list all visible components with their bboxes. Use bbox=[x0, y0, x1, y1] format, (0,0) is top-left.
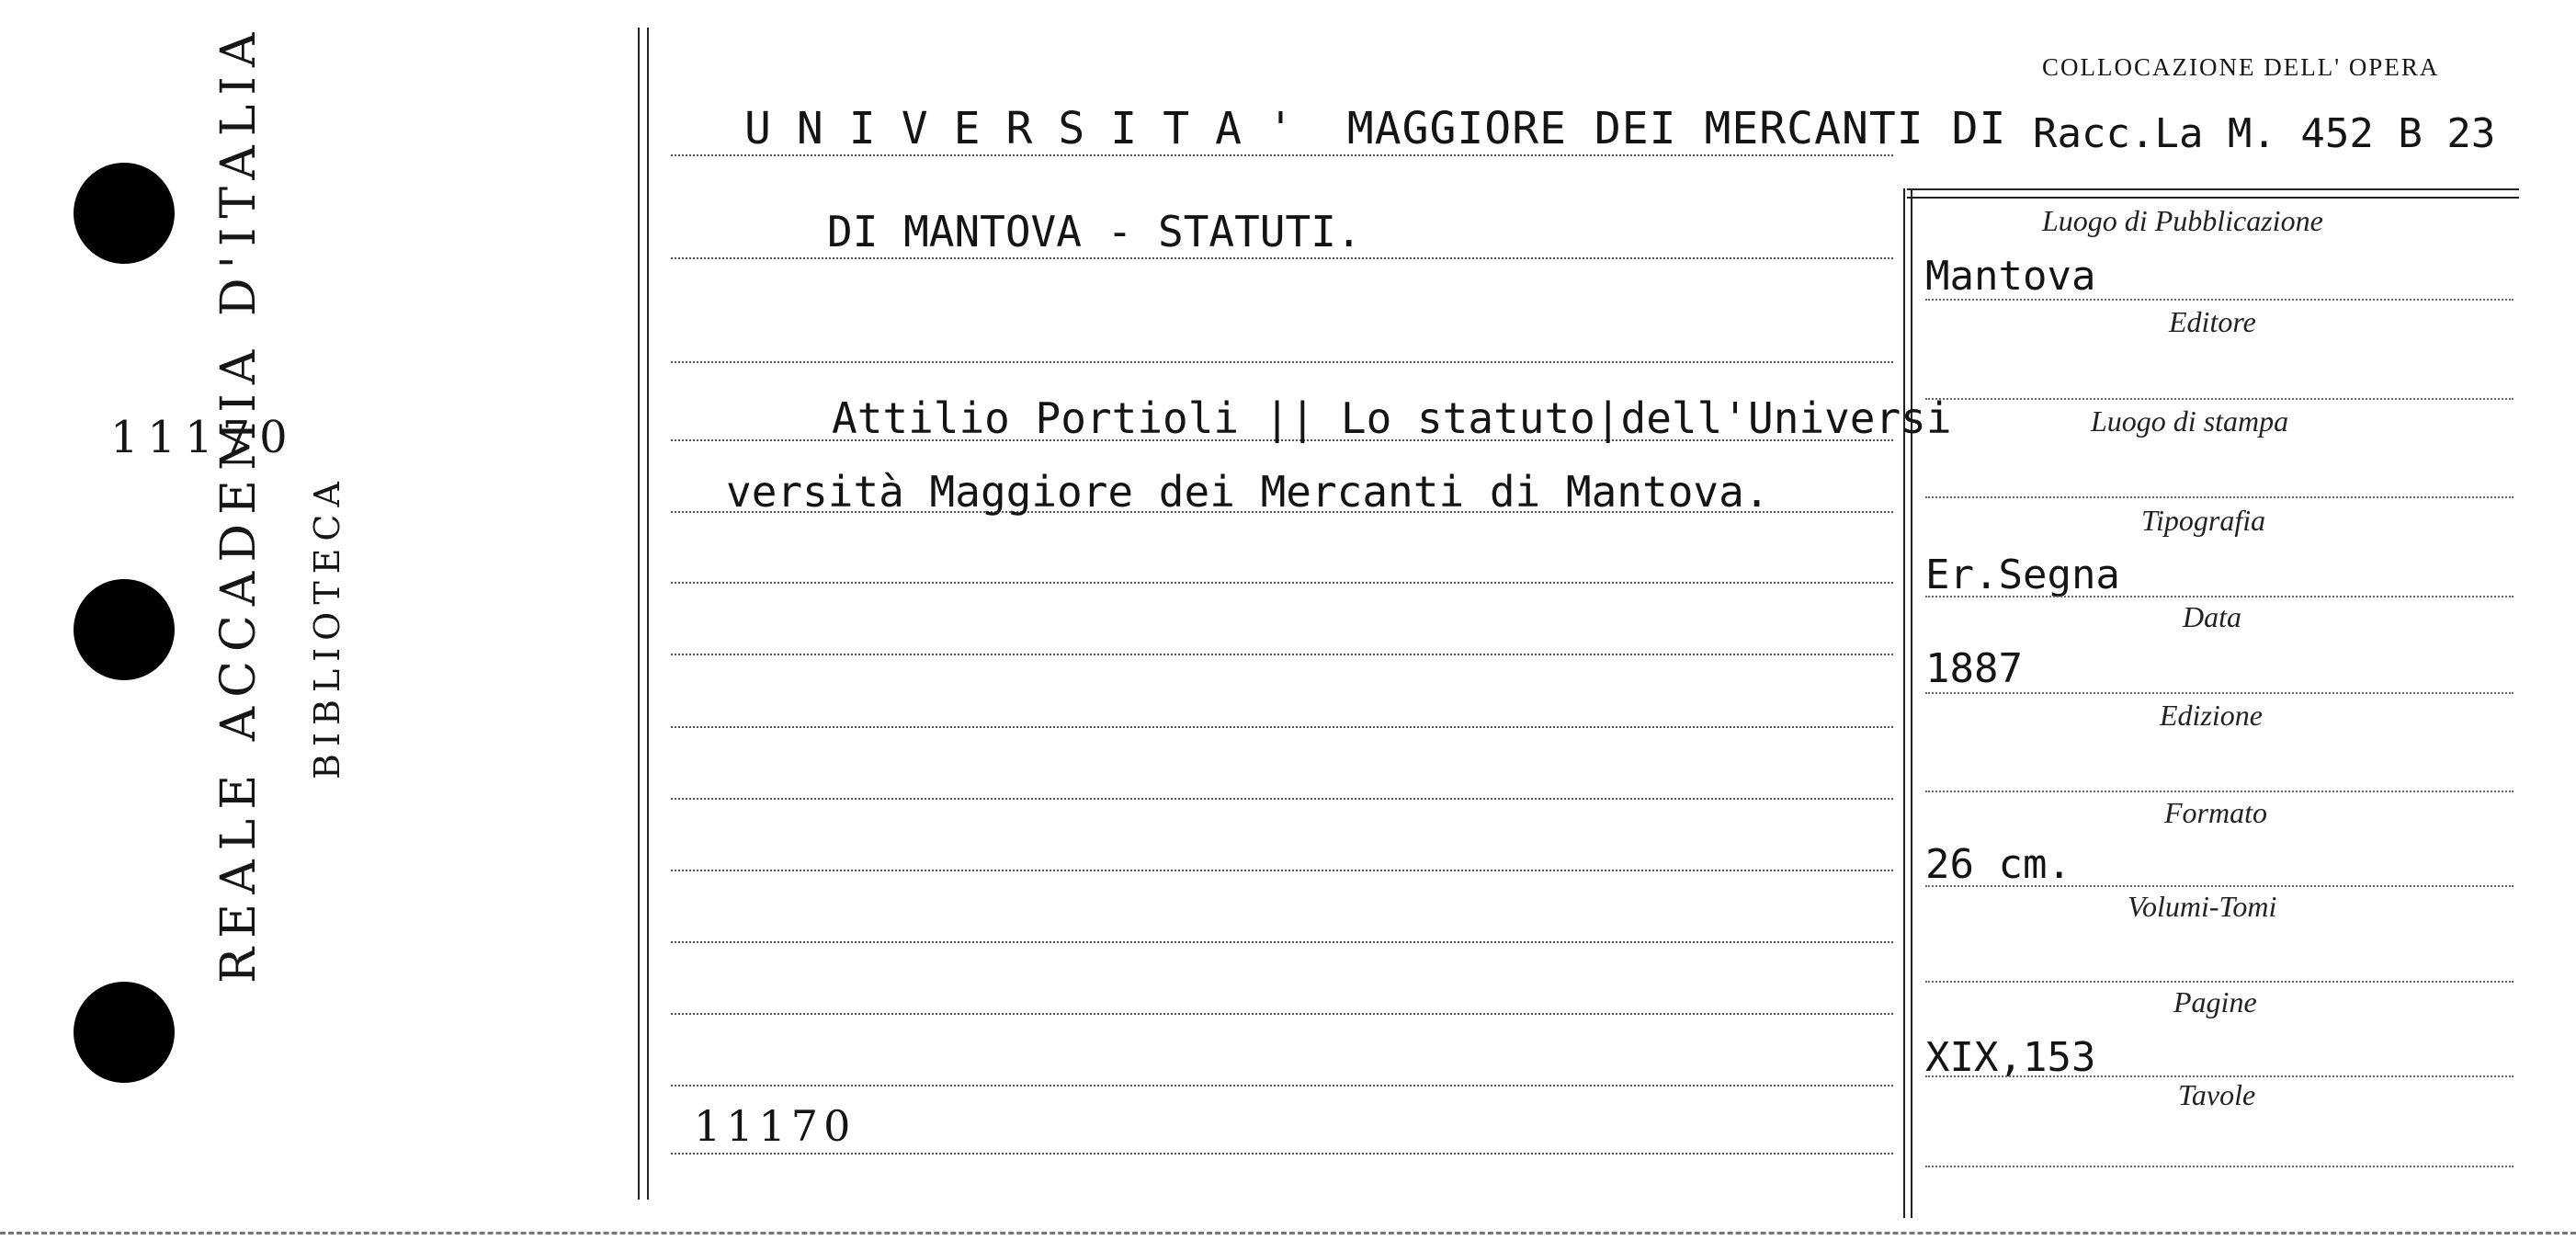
fields-box-top-rule-inner bbox=[1907, 197, 2519, 199]
field-label-pagine: Pagine bbox=[2173, 985, 2257, 1018]
punch-hole-middle bbox=[74, 579, 175, 680]
punch-hole-bottom bbox=[74, 982, 175, 1083]
ruled-line bbox=[671, 1085, 1893, 1086]
field-label-tipografia: Tipografia bbox=[2141, 504, 2266, 537]
field-line bbox=[1925, 692, 2514, 694]
right-double-rule-a bbox=[1903, 188, 1905, 1218]
ruled-line bbox=[671, 654, 1893, 655]
left-double-rule-b bbox=[647, 28, 649, 1200]
field-line bbox=[1925, 299, 2514, 301]
field-line bbox=[1925, 596, 2514, 597]
field-label-edizione: Edizione bbox=[2160, 699, 2263, 732]
ruled-line bbox=[671, 798, 1893, 800]
field-label-luogo-pubblicazione: Luogo di Pubblicazione bbox=[2042, 204, 2323, 237]
ruled-line bbox=[671, 870, 1893, 871]
field-label-luogo-stampa: Luogo di stampa bbox=[2091, 404, 2289, 438]
collocation-label: COLLOCAZIONE DELL' OPERA bbox=[2042, 53, 2440, 81]
title-rest: MAGGIORE DEI MERCANTI DI bbox=[1346, 103, 2007, 154]
field-label-formato: Formato bbox=[2164, 796, 2267, 829]
ruled-line bbox=[671, 726, 1893, 728]
field-value-data: 1887 bbox=[1925, 645, 2023, 692]
library-name: BIBLIOTECA bbox=[307, 474, 347, 779]
punch-hole-top bbox=[74, 163, 175, 264]
ruled-line bbox=[671, 1013, 1893, 1015]
description-line-2: versità Maggiore dei Mercanti di Mantova. bbox=[726, 467, 1770, 517]
field-line bbox=[1925, 981, 2514, 983]
ruled-line bbox=[671, 154, 1893, 156]
title-line-2: DI MANTOVA - STATUTI. bbox=[827, 207, 1362, 256]
field-line bbox=[1925, 1075, 2514, 1077]
field-line bbox=[1925, 791, 2514, 792]
ruled-line bbox=[671, 941, 1893, 943]
ruled-line bbox=[671, 1153, 1893, 1155]
field-line bbox=[1925, 885, 2514, 887]
right-double-rule-b bbox=[1911, 188, 1912, 1218]
shelfmark: Racc.La M. 452 B 23 bbox=[2033, 110, 2496, 157]
field-value-tipografia: Er.Segna bbox=[1925, 552, 2120, 598]
ruled-line bbox=[671, 257, 1893, 259]
field-line bbox=[1925, 496, 2514, 498]
field-value-pagine: XIX,153 bbox=[1925, 1034, 2096, 1081]
title-spaced-word: UNIVERSITA' bbox=[744, 103, 1320, 154]
field-label-volumi-tomi: Volumi-Tomi bbox=[2128, 890, 2277, 923]
field-line bbox=[1925, 398, 2514, 400]
field-value-luogo-pubblicazione: Mantova bbox=[1925, 253, 2096, 300]
field-line bbox=[1925, 1166, 2514, 1167]
ruled-line bbox=[671, 582, 1893, 584]
left-double-rule-a bbox=[638, 28, 640, 1200]
title-line-1 bbox=[744, 103, 2006, 154]
fields-box-top-rule bbox=[1907, 188, 2519, 190]
institution-name: REALE ACCADEMIA D'ITALIA bbox=[211, 23, 267, 984]
field-label-tavole: Tavole bbox=[2178, 1078, 2256, 1111]
field-label-data: Data bbox=[2183, 600, 2241, 633]
field-label-editore: Editore bbox=[2169, 305, 2256, 338]
card-bottom-edge bbox=[0, 1232, 2576, 1234]
description-line-1: Attilio Portioli || Lo statuto|dell'Universi bbox=[832, 393, 1952, 443]
bottom-number: 11170 bbox=[694, 1101, 857, 1151]
field-value-formato: 26 cm. bbox=[1925, 841, 2071, 888]
margin-number: 11170 bbox=[110, 412, 297, 463]
ruled-line bbox=[671, 361, 1893, 363]
